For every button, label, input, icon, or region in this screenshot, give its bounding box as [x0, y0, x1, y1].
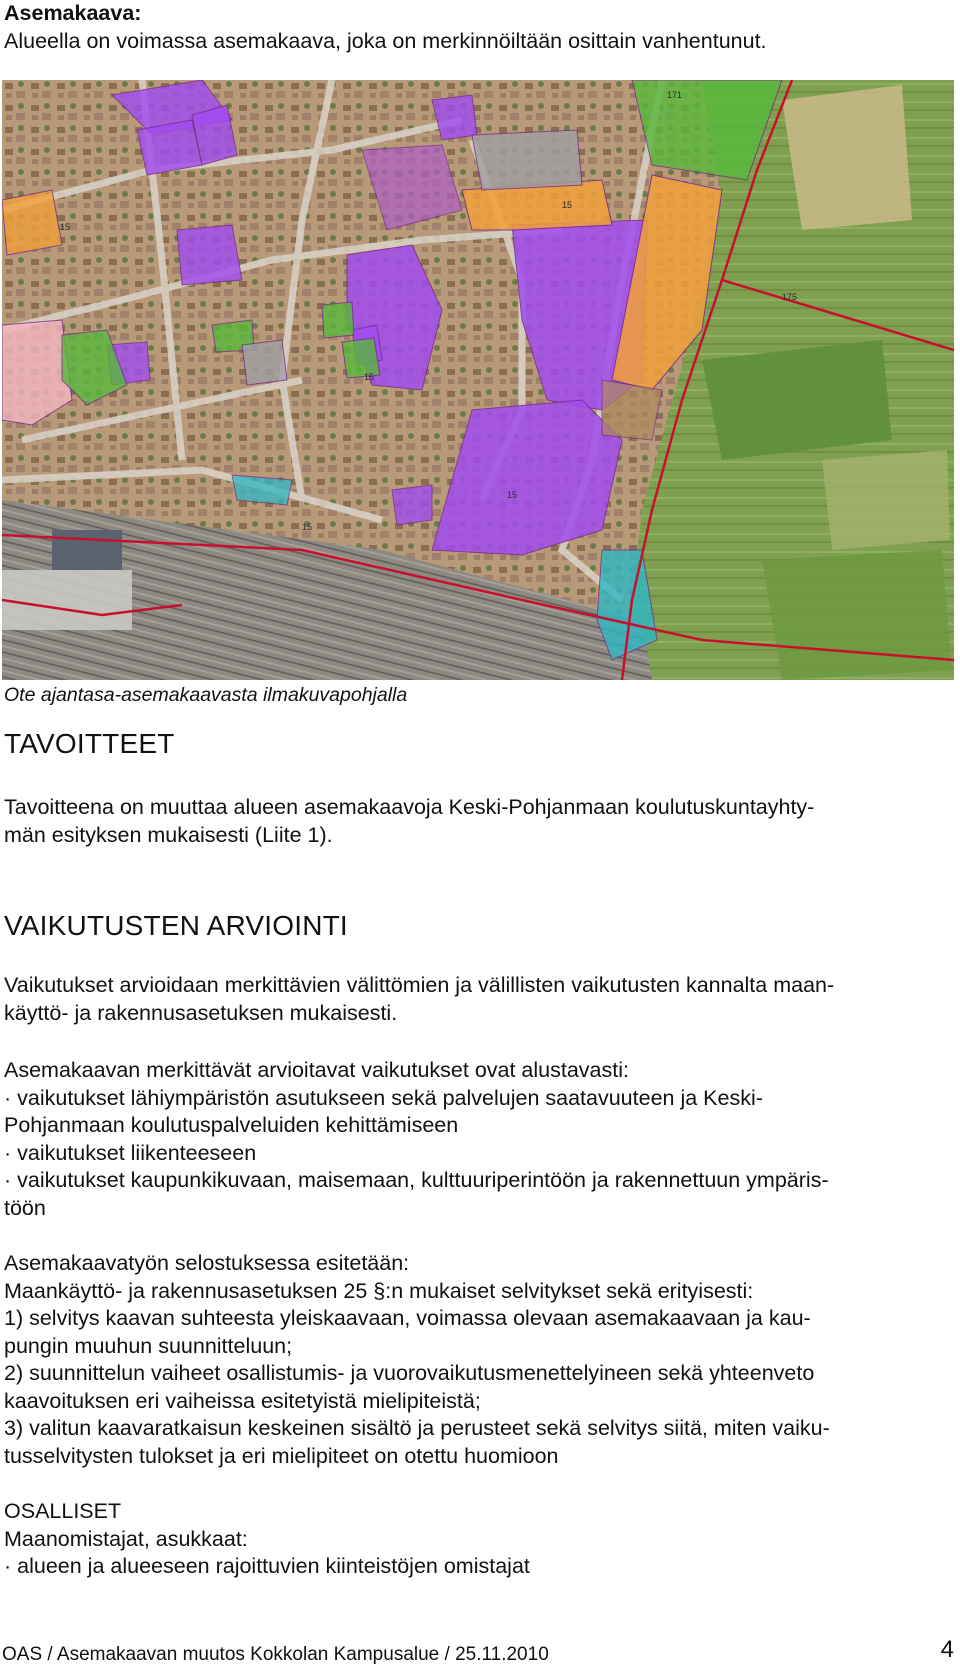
text-line: Pohjanmaan koulutuspalveluiden kehittämiseen: [4, 1113, 459, 1137]
map-caption: Ote ajantasa-asemakaavasta ilmakuvapohjalla: [4, 684, 408, 706]
text-line: pungin muuhun suunnitteluun;: [4, 1333, 293, 1358]
section-title-asemakaava: Asemakaava:: [4, 1, 142, 25]
zone-orange: [2, 190, 62, 255]
map-label: 15: [302, 522, 313, 532]
zone-grey: [242, 340, 287, 385]
stakeholders-section: [4, 1498, 530, 1581]
list-item: 2) suunnittelun vaiheet osallistumis- ja vuorovaikutusmenettelyineen sekä yhteenveto: [4, 1361, 815, 1385]
depot-building: [52, 530, 122, 570]
text-line: Tavoitteena on muuttaa alueen asemakaavoja Keski-Pohjanmaan koulutuskuntayhty-: [4, 795, 815, 819]
text-line: käyttö- ja rakennusasetuksen mukaisesti.: [4, 1000, 398, 1025]
map-label: 175: [782, 292, 798, 302]
list-item: · alueen ja alueeseen rajoittuvien kiinteistöjen omistajat: [4, 1554, 530, 1578]
map-label: 15: [507, 490, 518, 500]
heading-vaikutusten-arviointi: VAIKUTUSTEN ARVIOINTI: [4, 910, 348, 941]
text-line: Vaikutukset arvioidaan merkittävien välittömien ja välillisten vaikutusten kannalta maan-: [4, 973, 835, 997]
report-contents: [4, 1250, 830, 1470]
text-line: Asemakaavatyön selostuksessa esitetään:: [4, 1251, 410, 1275]
text-line: Maankäyttö- ja rakennusasetuksen 25 §:n mukaiset selvitykset sekä erityisesti:: [4, 1278, 754, 1303]
zoning-section: [4, 0, 767, 55]
field-plot: [782, 85, 912, 230]
zone-purple: [392, 485, 432, 525]
zone-cyan: [232, 475, 292, 505]
zone-green: [342, 338, 380, 378]
list-item: 3) valitun kaavaratkaisun keskeinen sisältö ja perusteet sekä selvitys siitä, miten vaiku-: [4, 1416, 830, 1440]
zone-purple: [177, 225, 242, 285]
list-item: · vaikutukset lähiympäristön asutukseen sekä palvelujen saatavuuteen ja Keski-: [4, 1085, 763, 1110]
field-plot: [762, 550, 952, 680]
list-item: 1) selvitys kaavan suhteesta yleiskaavaan, voimassa olevaan asemakaavaan ja kau-: [4, 1306, 811, 1330]
map-label: 15: [60, 222, 71, 232]
page-number: 4: [940, 1636, 954, 1663]
list-item: · vaikutukset kaupunkikuvaan, maisemaan, kulttuuriperintöön ja rakennettuun ympäris-: [4, 1168, 829, 1192]
text-line: Asemakaavan merkittävät arvioitavat vaikutukset ovat alustavasti:: [4, 1058, 629, 1082]
goals-paragraph: [4, 794, 814, 849]
zone-brown: [602, 380, 662, 440]
field-plot: [822, 450, 950, 550]
text-line: kaavoituksen eri vaiheissa esitetyistä mielipiteistä;: [4, 1388, 481, 1413]
heading-osalliset: OSALLISET: [4, 1499, 122, 1523]
zone-green: [322, 302, 354, 338]
parking-area: [2, 570, 132, 630]
map-label: 15: [562, 200, 573, 210]
map-label: 15: [364, 372, 375, 382]
text-line: tusselvitysten tulokset ja eri mielipiteet on otettu huomioon: [4, 1443, 559, 1468]
zone-grey: [472, 130, 582, 190]
map-label: 171: [667, 90, 683, 100]
text-line: män esityksen mukaisesti (Liite 1).: [4, 822, 333, 847]
text-line: töön: [4, 1195, 46, 1220]
zoning-description: Alueella on voimassa asemakaava, joka on merkinnöiltään osittain vanhentunut.: [4, 28, 767, 53]
heading-tavoitteet: TAVOITTEET: [4, 728, 175, 759]
stakeholder-group: Maanomistajat, asukkaat:: [4, 1526, 248, 1551]
zone-purple: [137, 120, 202, 175]
list-item: · vaikutukset liikenteeseen: [4, 1140, 257, 1165]
impact-intro: [4, 972, 834, 1027]
impact-list: [4, 1057, 829, 1222]
zoning-map-aerial: [2, 80, 954, 680]
page-footer: OAS / Asemakaavan muutos Kokkolan Kampusalue / 25.11.2010: [2, 1644, 549, 1665]
field-plot: [702, 340, 892, 460]
